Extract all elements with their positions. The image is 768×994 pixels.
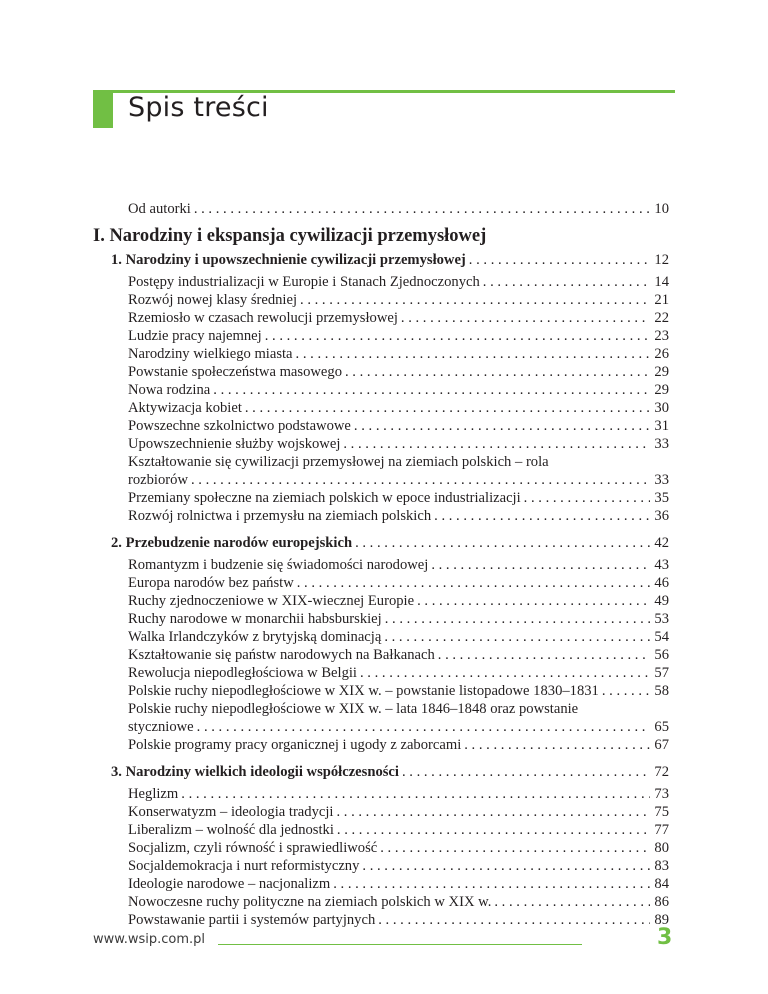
dot-leader [296, 345, 651, 363]
toc-entry[interactable] [128, 435, 669, 453]
dot-leader [336, 803, 650, 821]
toc-entry[interactable] [128, 664, 669, 682]
toc-entry-title: Rozwój nowej klasy średniej [128, 292, 298, 308]
toc-entry-title: styczniowe [128, 719, 194, 735]
toc-entry-page: 65 [654, 719, 669, 735]
toc-entry[interactable] [128, 875, 669, 893]
toc-chapter-title: 3. Narodziny wielkich ideologii współczesności [111, 764, 399, 780]
toc-entry-title: Przemiany społeczne na ziemiach polskich w epoce industrializacji [128, 490, 521, 506]
dot-leader [194, 200, 651, 218]
toc-entry-title: Powszechne szkolnictwo podstawowe [128, 418, 351, 434]
toc-entry-title: Od autorki [128, 201, 191, 217]
dot-leader [469, 251, 651, 269]
toc-entry-page: 84 [654, 876, 669, 892]
toc-entry-title: Aktywizacja kobiet [128, 400, 242, 416]
toc-entry-title: Upowszechnienie służby wojskowej [128, 436, 341, 452]
toc-entry[interactable] [128, 291, 669, 309]
dot-leader [297, 574, 651, 592]
toc-entry[interactable] [128, 363, 669, 381]
toc-entry-title: Narodziny wielkiego miasta [128, 346, 293, 362]
toc-chapter-page: 72 [654, 764, 669, 780]
toc-entry[interactable] [128, 839, 669, 857]
toc-entry-page: 83 [654, 858, 669, 874]
toc-entry[interactable] [128, 381, 669, 399]
toc-entry[interactable] [128, 785, 669, 803]
page-title: Spis treści [128, 92, 269, 123]
dot-leader [431, 556, 650, 574]
toc-entry-page: 57 [654, 665, 669, 681]
dot-leader [355, 534, 650, 552]
toc-entry-title: Nowoczesne ruchy polityczne na ziemiach polskich w XIX w. [128, 894, 492, 910]
dot-leader [354, 417, 650, 435]
toc-entry[interactable] [128, 309, 669, 327]
toc-entry-title-line1: Polskie ruchy niepodległościowe w XIX w. – lata 1846–1848 oraz powstanie [128, 701, 579, 717]
toc-entry-page: 67 [654, 737, 669, 753]
page-number: 3 [657, 925, 673, 950]
toc-entry[interactable] [128, 574, 669, 592]
toc-entry-title: Socjalizm, czyli równość i sprawiedliwość [128, 840, 378, 856]
toc-entry-title: Ideologie narodowe – nacjonalizm [128, 876, 331, 892]
toc-entry-page: 43 [654, 557, 669, 573]
toc-entry[interactable] [128, 610, 669, 628]
toc-entry[interactable] [128, 821, 669, 839]
toc-entry-page: 35 [654, 490, 669, 506]
dot-leader [197, 718, 651, 736]
toc-chapter-title: 2. Przebudzenie narodów europejskich [111, 535, 353, 551]
toc-entry-title: Rzemiosło w czasach rewolucji przemysłowej [128, 310, 398, 326]
toc-entry-title: Polskie ruchy niepodległościowe w XIX w. – powstanie listopadowe 1830–1831 [128, 683, 599, 699]
toc-entry-page: 29 [654, 364, 669, 380]
toc-entry-title: Ruchy zjednoczeniowe w XIX-wiecznej Europie [128, 593, 415, 609]
dot-leader [181, 785, 650, 803]
toc-entry-page: 14 [654, 274, 669, 290]
toc-entry-page: 46 [654, 575, 669, 591]
dot-leader [524, 489, 651, 507]
toc-entry[interactable] [128, 417, 669, 435]
toc-entry[interactable] [128, 736, 669, 754]
toc-entry-page: 49 [654, 593, 669, 609]
toc-entry-page: 75 [654, 804, 669, 820]
toc-entry[interactable] [128, 327, 669, 345]
toc-entry[interactable] [128, 718, 669, 736]
toc-entry[interactable] [128, 345, 669, 363]
toc-entry-page: 89 [654, 912, 669, 928]
toc-entry-title: Kształtowanie się państw narodowych na Bałkanach [128, 647, 435, 663]
toc-entry[interactable] [128, 646, 669, 664]
dot-leader [434, 507, 650, 525]
dot-leader [385, 610, 651, 628]
toc-entry[interactable] [128, 803, 669, 821]
toc-entry-title: Romantyzm i budzenie się świadomości narodowej [128, 557, 429, 573]
toc-entry[interactable] [128, 556, 669, 574]
toc-entry-page: 21 [654, 292, 669, 308]
toc-entry-title-line1: Kształtowanie się cywilizacji przemysłowej na ziemiach polskich – rola [128, 454, 549, 470]
toc-entry-page: 31 [654, 418, 669, 434]
dot-leader [402, 763, 650, 781]
toc-chapter-2[interactable] [111, 534, 669, 552]
dot-leader [213, 381, 650, 399]
toc-entry-title: Powstanie społeczeństwa masowego [128, 364, 342, 380]
dot-leader [378, 911, 650, 929]
toc-entry-title: Ludzie pracy najemnej [128, 328, 262, 344]
toc-entry[interactable] [128, 893, 669, 911]
toc-entry-page: 23 [654, 328, 669, 344]
toc-entry-page: 22 [654, 310, 669, 326]
toc-entry-title: Europa narodów bez państw [128, 575, 294, 591]
footer-rule [218, 944, 582, 945]
dot-leader [384, 628, 650, 646]
dot-leader [602, 682, 651, 700]
toc-entry-title: Ruchy narodowe w monarchii habsburskiej [128, 611, 382, 627]
toc-entry-title: Heglizm [128, 786, 179, 802]
toc-entry-page: 33 [654, 436, 669, 452]
toc-entry-page: 26 [654, 346, 669, 362]
dot-leader [417, 592, 650, 610]
part-heading: I. Narodziny i ekspansja cywilizacji przemysłowej [93, 226, 487, 246]
dot-leader [362, 857, 650, 875]
toc-entry-page: 73 [654, 786, 669, 802]
toc-entry[interactable] [128, 489, 669, 507]
toc-chapter-title: 1. Narodziny i upowszechnienie cywilizacji przemysłowej [111, 252, 466, 268]
toc-entry-title: Rewolucja niepodległościowa w Belgii [128, 665, 357, 681]
toc-entry-page: 86 [654, 894, 669, 910]
toc-chapter-page: 42 [654, 535, 669, 551]
dot-leader [343, 435, 650, 453]
dot-leader [380, 839, 650, 857]
toc-entry-title: Polskie programy pracy organicznej i ugody z zaborcami [128, 737, 462, 753]
dot-leader [360, 664, 650, 682]
toc-entry-page: 77 [654, 822, 669, 838]
toc-entry-title: Nowa rodzina [128, 382, 211, 398]
toc-entry[interactable] [128, 471, 669, 489]
toc-chapter-3[interactable] [111, 763, 669, 781]
toc-entry-page: 36 [654, 508, 669, 524]
toc-entry-title: Konserwatyzm – ideologia tradycji [128, 804, 334, 820]
toc-entry-title: Rozwój rolnictwa i przemysłu na ziemiach polskich [128, 508, 432, 524]
dot-leader [401, 309, 651, 327]
toc-entry-page: 29 [654, 382, 669, 398]
dot-leader [191, 471, 650, 489]
toc-entry[interactable] [128, 857, 669, 875]
toc-entry-title: Postępy industrializacji w Europie i Stanach Zjednoczonych [128, 274, 480, 290]
dot-leader [345, 363, 650, 381]
toc-entry-title: Walka Irlandczyków z brytyjską dominacją [128, 629, 382, 645]
toc-entry[interactable] [128, 399, 669, 417]
toc-entry-page: 54 [654, 629, 669, 645]
dot-leader [245, 399, 651, 417]
dot-leader [438, 646, 651, 664]
toc-entry-page: 56 [654, 647, 669, 663]
toc-entry[interactable] [128, 682, 669, 700]
toc-entry-title: rozbiorów [128, 472, 188, 488]
toc-chapter-page: 12 [654, 252, 669, 268]
dot-leader [337, 821, 651, 839]
toc-entry[interactable] [128, 273, 669, 291]
toc-entry[interactable] [128, 628, 669, 646]
toc-entry-page: 53 [654, 611, 669, 627]
toc-entry-page: 30 [654, 400, 669, 416]
toc-entry-title: Powstawanie partii i systemów partyjnych [128, 912, 376, 928]
toc-entry[interactable] [128, 911, 669, 929]
toc-entry-title: Liberalizm – wolność dla jednostki [128, 822, 334, 838]
dot-leader [464, 736, 650, 754]
toc-entry-page: 58 [654, 683, 669, 699]
toc-entry-title: Socjaldemokracja i nurt reformistyczny [128, 858, 360, 874]
toc-entry-page: 33 [654, 472, 669, 488]
toc-entry-preface[interactable] [128, 200, 669, 218]
dot-leader [483, 273, 651, 291]
toc-entry[interactable] [128, 507, 669, 525]
toc-entry-page: 10 [654, 201, 669, 217]
header-accent-block [93, 90, 113, 128]
dot-leader [265, 327, 651, 345]
dot-leader [300, 291, 650, 309]
toc-entry[interactable] [128, 592, 669, 610]
dot-leader [494, 893, 650, 911]
dot-leader [333, 875, 650, 893]
footer-website[interactable]: www.wsip.com.pl [93, 932, 205, 947]
toc-entry-page: 80 [654, 840, 669, 856]
toc-chapter-1[interactable] [111, 251, 669, 269]
